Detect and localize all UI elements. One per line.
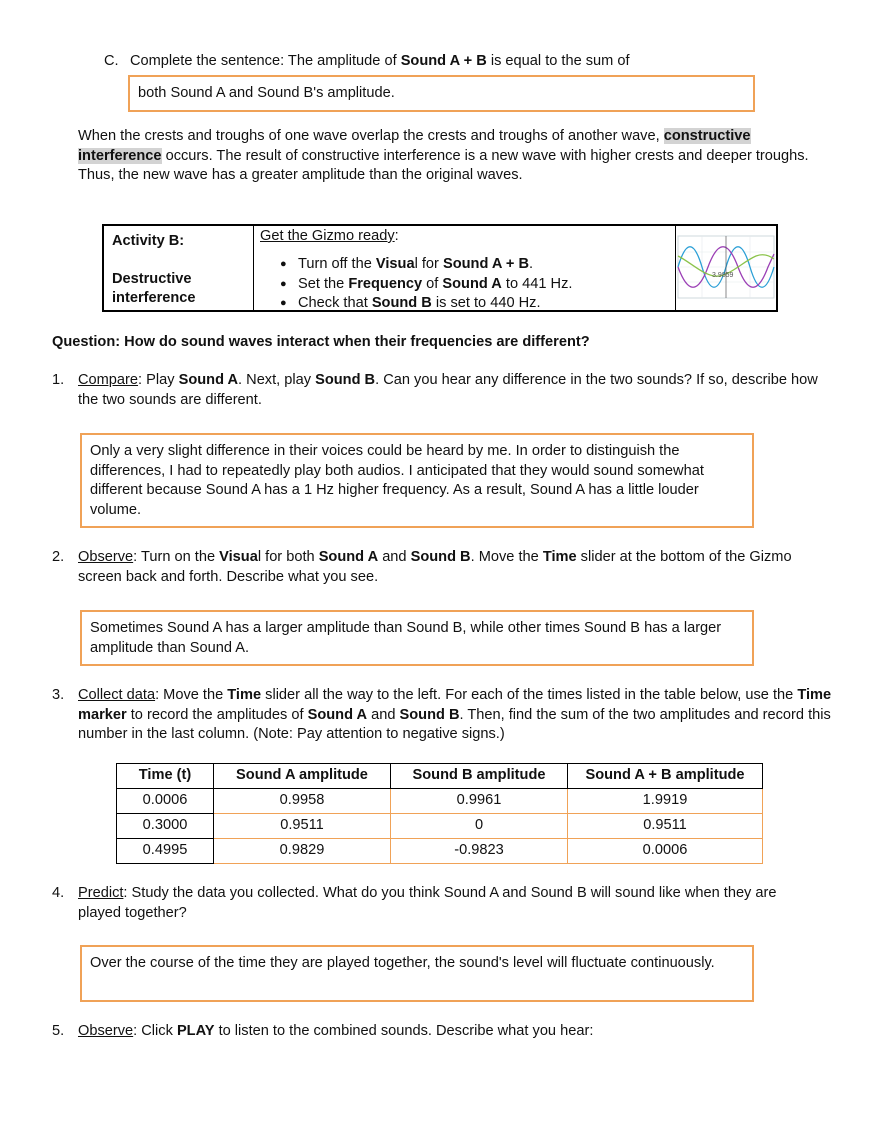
column-header: Time (t) <box>117 764 214 789</box>
q2-answer-box[interactable]: Sometimes Sound A has a larger amplitude than Sound B, while other times Sound B has a larger amplitude than Sound A. <box>80 610 754 666</box>
time-cell: 0.3000 <box>117 814 214 839</box>
activity-b-table <box>102 224 778 312</box>
q5-prompt: Observe: Click PLAY to listen to the combined sounds. Describe what you hear: <box>78 1023 594 1039</box>
table-row <box>117 839 763 864</box>
instruction-item: ● Turn off the Visual for Sound A + B. <box>260 255 670 275</box>
time-cell: 0.4995 <box>117 839 214 864</box>
q5-number: 5. <box>52 1023 65 1039</box>
instruction-item: ● Check that Sound B is set to 440 Hz. <box>260 294 670 314</box>
sound-a-cell[interactable]: 0.9829 <box>214 839 391 864</box>
sound-a-cell[interactable]: 0.9511 <box>214 814 391 839</box>
sound-b-cell[interactable]: 0.9961 <box>391 789 568 814</box>
instructions-list <box>260 255 670 314</box>
sound-b-cell[interactable]: -0.9823 <box>391 839 568 864</box>
part-c-prompt: Complete the sentence: The amplitude of Sound A + B is equal to the sum of <box>130 53 630 69</box>
q3-prompt: Collect data: Move the Time slider all the way to the left. For each of the times listed in the table below, use the Time marker to record the amplitudes of Sound A and Sound B. Then, find the sum of the two amplitudes and record this number in the last column. (Note: Pay attention to negative signs.) <box>78 687 832 742</box>
part-c-answer-box[interactable]: both Sound A and Sound B's amplitude. <box>128 75 755 112</box>
q1-answer-box[interactable]: Only a very slight difference in their voices could be heard by me. In order to distinguish the differences, I had to repeatedly play both audios. I anticipated that they would sound somewhat different because Sound A has a 1 Hz higher frequency. As a result, Sound A has a little louder volume. <box>80 433 754 528</box>
wave-thumbnail-image <box>676 226 776 310</box>
gizmo-thumbnail-cell <box>676 226 776 310</box>
activity-instructions-cell <box>254 226 676 310</box>
sum-cell[interactable]: 0.9511 <box>568 814 763 839</box>
table-row <box>117 789 763 814</box>
amplitude-table <box>116 763 763 864</box>
column-header: Sound A + B amplitude <box>568 764 763 789</box>
gizmo-ready-heading: Get the Gizmo ready: <box>260 228 399 244</box>
q1-prompt: Compare: Play Sound A. Next, play Sound B. Can you hear any difference in the two sounds? If so, describe how the two sounds are different. <box>78 372 818 408</box>
table-row <box>117 814 763 839</box>
q4-answer-box[interactable]: Over the course of the time they are played together, the sound's level will fluctuate continuously. <box>80 945 754 1002</box>
sum-cell[interactable]: 0.0006 <box>568 839 763 864</box>
q2-number: 2. <box>52 549 65 565</box>
sum-cell[interactable]: 1.9919 <box>568 789 763 814</box>
q1-number: 1. <box>52 372 65 388</box>
q2-prompt: Observe: Turn on the Visual for both Sound A and Sound B. Move the Time slider at the bottom of the Gizmo screen back and forth. Describe what you see. <box>78 549 792 585</box>
constructive-paragraph: When the crests and troughs of one wave overlap the crests and troughs of another wave, constructive interference occurs. The result of constructive interference is a new wave with higher crests and deeper troughs. Thus, the new wave has a greater amplitude than the original waves. <box>78 128 809 183</box>
sound-a-cell[interactable]: 0.9958 <box>214 789 391 814</box>
activity-name-line1: Destructive <box>112 271 192 287</box>
q3-number: 3. <box>52 687 65 703</box>
column-header: Sound B amplitude <box>391 764 568 789</box>
thumbnail-time-label: 3.9859 <box>712 272 734 279</box>
table-header-row <box>117 764 763 789</box>
question-heading: Question: How do sound waves interact when their frequencies are different? <box>52 334 590 350</box>
part-c-letter: C. <box>104 53 119 69</box>
column-header: Sound A amplitude <box>214 764 391 789</box>
activity-name-cell <box>104 226 254 310</box>
time-cell: 0.0006 <box>117 789 214 814</box>
instruction-item: ● Set the Frequency of Sound A to 441 Hz. <box>260 275 670 295</box>
activity-name-line2: interference <box>112 290 196 306</box>
activity-label: Activity B: <box>112 233 185 249</box>
q4-number: 4. <box>52 885 65 901</box>
sound-b-cell[interactable]: 0 <box>391 814 568 839</box>
q4-prompt: Predict: Study the data you collected. What do you think Sound A and Sound B will sound like when they are played together? <box>78 885 777 921</box>
